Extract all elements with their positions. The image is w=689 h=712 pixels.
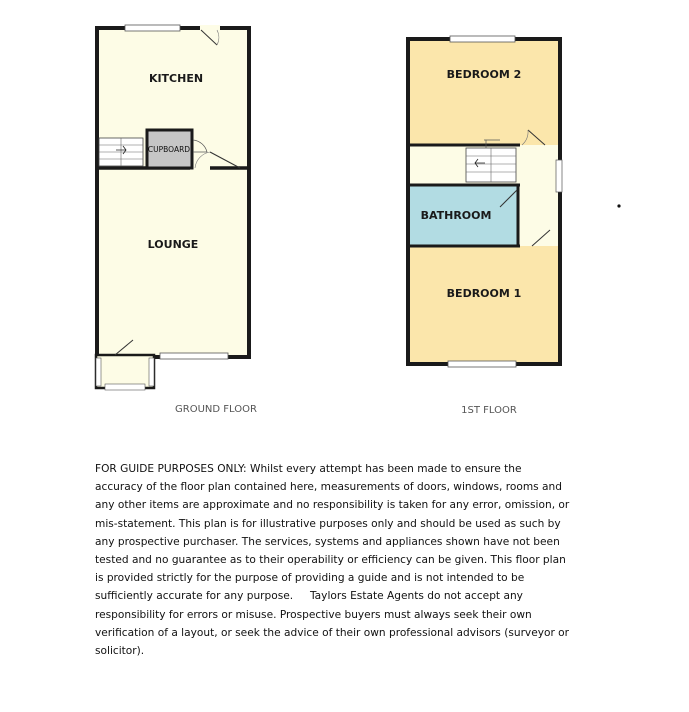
bedroom1-label: BEDROOM 1 [446, 287, 522, 300]
lounge-label: LOUNGE [147, 238, 199, 251]
kitchen-window [125, 25, 180, 31]
cupboard-label: CUPBOARD [147, 145, 191, 154]
bathroom-label: BATHROOM [420, 209, 492, 222]
disclaimer-lead: FOR GUIDE PURPOSES ONLY: [95, 463, 247, 475]
stray-dot [617, 204, 620, 207]
landing-window [556, 160, 562, 192]
ground-stairs [99, 138, 143, 166]
disclaimer-body: Whilst every attempt has been made to ensure the accuracy of the floor plan contained here, measurements of doors, windows, rooms and any other items are approximate and no responsibility is taken for any error, omission, or mis-statement. This plan is for illustrative purposes only and should be used as such by any prospective purchaser. The services, systems and appliances shown have not been tested and no guarantee as to their operability or efficiency can be given. This floor plan is provided strictly for the purpose of providing a guide and is not intended to be sufficiently accurate for any purpose. Taylors Estate Agents do not accept any responsibility for errors or misuse. Prospective buyers must always seek their own verification of a layout, or seek the advice of their own professional advisors (surveyor or solicitor). [95, 463, 570, 658]
bedroom2-fill [410, 41, 558, 145]
first-floor-label: 1ST FLOOR [461, 405, 517, 416]
bedroom1-fill [410, 246, 558, 362]
disclaimer-text [95, 460, 570, 660]
bedroom2-window [450, 36, 515, 42]
bedroom1-window [448, 361, 516, 367]
first-floor-plan [408, 36, 562, 416]
ground-floor-label: GROUND FLOOR [175, 404, 257, 415]
kitchen-label: KITCHEN [148, 72, 204, 85]
lounge-window [160, 353, 228, 359]
upper-hall-fill [518, 185, 558, 246]
bedroom2-label: BEDROOM 2 [446, 68, 522, 81]
ground-floor-plan [96, 25, 257, 415]
